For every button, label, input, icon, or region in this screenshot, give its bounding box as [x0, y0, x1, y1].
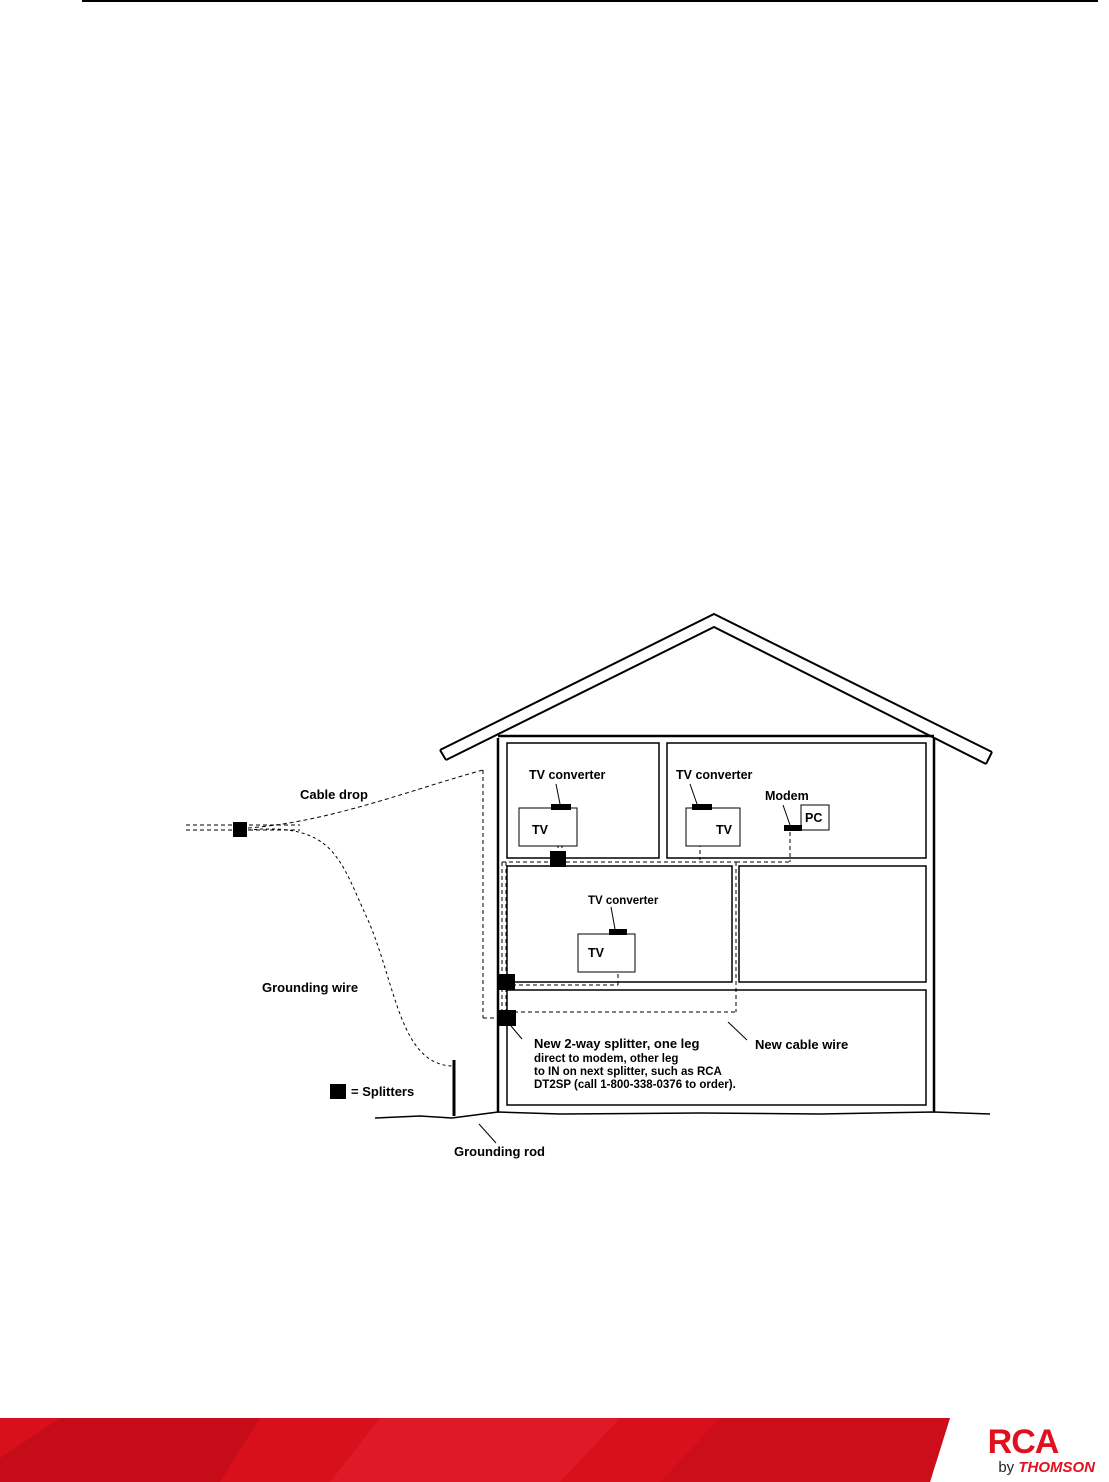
splitter-legend-icon [330, 1084, 346, 1099]
converter-bar-3 [609, 929, 627, 935]
tv-middle [578, 934, 635, 972]
new-cable-wire-label: New cable wire [755, 1037, 849, 1052]
splitter-note-line: New 2-way splitter, one leg [534, 1036, 700, 1051]
splitter-note-line: DT2SP (call 1-800-338-0376 to order). [534, 1079, 736, 1091]
splitter-note-line: to IN on next splitter, such as RCA [534, 1066, 722, 1078]
logo-by: by [998, 1459, 1015, 1476]
logo-brand: THOMSON [1018, 1459, 1095, 1476]
splitters [233, 822, 566, 1099]
splitter-icon [233, 822, 247, 837]
room-middle-right [739, 866, 926, 982]
ground-line [375, 1112, 990, 1118]
splitter-icon [550, 851, 566, 867]
converter-bar-2 [692, 804, 712, 810]
tv-label: TV [588, 946, 604, 960]
splitter-icon [499, 974, 515, 990]
grounding-rod-leader [479, 1124, 496, 1143]
splitter-note [534, 1036, 736, 1091]
tv-label: TV [532, 823, 548, 837]
footer-band [0, 1418, 1109, 1482]
grounding-rod-label: Grounding rod [454, 1144, 545, 1159]
cable-drop-label: Cable drop [300, 787, 368, 802]
house-roof [440, 614, 992, 764]
converter-bars [551, 804, 802, 935]
modem-bar [784, 825, 802, 831]
splitter-note-leader [511, 1026, 522, 1039]
new-cable-wire-leader [728, 1022, 747, 1040]
tv-converter-label: TV converter [676, 768, 753, 782]
tv-converter-label: TV converter [529, 768, 606, 782]
logo-tagline [959, 1460, 1095, 1476]
converter-bar-1 [551, 804, 571, 810]
grounding-wire-label: Grounding wire [262, 980, 359, 995]
splitter-note-line: direct to modem, other leg [534, 1053, 679, 1065]
rca-logo-mark: RCA [987, 1423, 1059, 1461]
tv-converter-label: TV converter [588, 895, 659, 907]
splitter-icon [499, 1010, 516, 1026]
modem-label: Modem [765, 789, 809, 803]
rca-thomson-logo [953, 1423, 1095, 1478]
device-leaders [556, 784, 790, 929]
devices [519, 805, 829, 972]
tv-label: TV [716, 823, 732, 837]
pc-label: PC [805, 811, 823, 825]
grounding-wire [248, 829, 452, 1066]
tv-upper-left [519, 808, 577, 846]
splitters-legend-label: = Splitters [351, 1084, 415, 1099]
